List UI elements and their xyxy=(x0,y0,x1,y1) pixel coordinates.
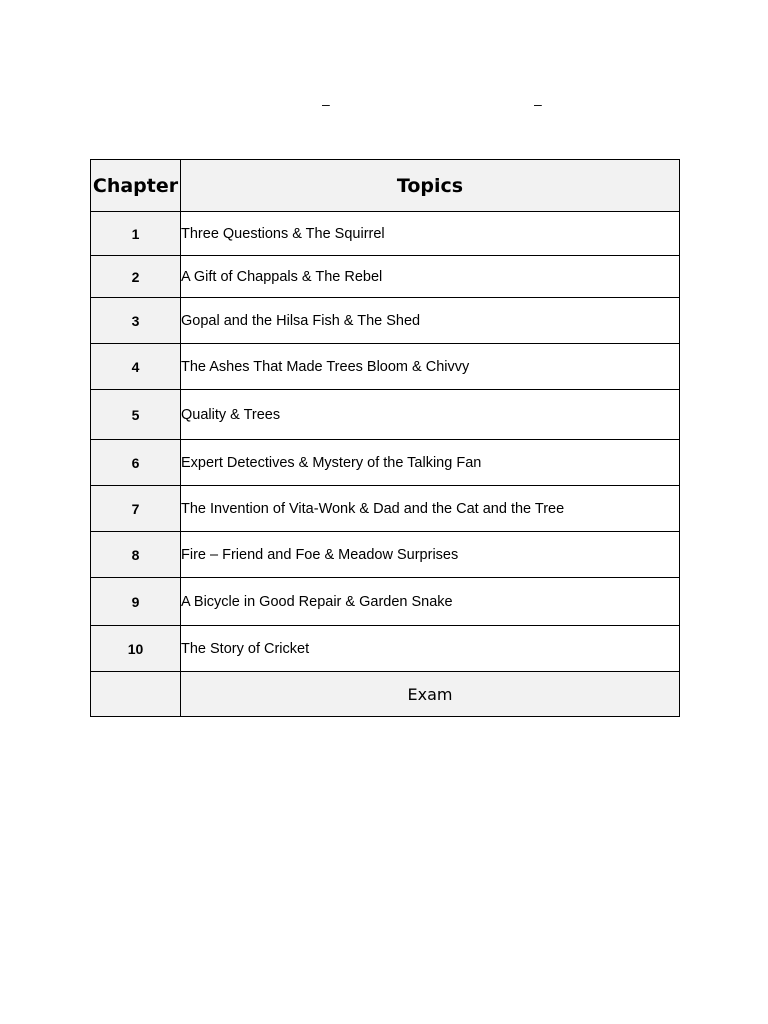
table-header-row xyxy=(91,160,680,212)
exam-label: Exam xyxy=(181,672,680,717)
chapter-number: 4 xyxy=(91,344,181,390)
header-dash-left: – xyxy=(322,96,330,112)
exam-blank-cell xyxy=(91,672,181,717)
table-row xyxy=(91,390,680,440)
chapter-number: 3 xyxy=(91,298,181,344)
chapter-topic: Expert Detectives & Mystery of the Talking Fan xyxy=(181,440,680,486)
table-row xyxy=(91,532,680,578)
chapter-column-header: Chapter xyxy=(91,160,181,212)
chapter-topic: Quality & Trees xyxy=(181,390,680,440)
topics-column-header: Topics xyxy=(181,160,680,212)
table-row xyxy=(91,256,680,298)
table-row xyxy=(91,578,680,626)
table-row xyxy=(91,486,680,532)
chapter-topic: The Invention of Vita-Wonk & Dad and the Cat and the Tree xyxy=(181,486,680,532)
chapter-number: 10 xyxy=(91,626,181,672)
table-row xyxy=(91,298,680,344)
chapter-topic: Fire – Friend and Foe & Meadow Surprises xyxy=(181,532,680,578)
header-dash-right: – xyxy=(534,96,542,112)
chapter-topic: The Story of Cricket xyxy=(181,626,680,672)
table-row xyxy=(91,212,680,256)
chapter-topic: A Bicycle in Good Repair & Garden Snake xyxy=(181,578,680,626)
chapter-topic: A Gift of Chappals & The Rebel xyxy=(181,256,680,298)
chapter-number: 7 xyxy=(91,486,181,532)
chapter-number: 2 xyxy=(91,256,181,298)
table-row xyxy=(91,344,680,390)
chapter-topic: Gopal and the Hilsa Fish & The Shed xyxy=(181,298,680,344)
exam-row xyxy=(91,672,680,717)
chapter-topic: Three Questions & The Squirrel xyxy=(181,212,680,256)
chapter-number: 9 xyxy=(91,578,181,626)
chapter-number: 8 xyxy=(91,532,181,578)
table-row xyxy=(91,440,680,486)
chapter-topic: The Ashes That Made Trees Bloom & Chivvy xyxy=(181,344,680,390)
chapter-number: 5 xyxy=(91,390,181,440)
table-row xyxy=(91,626,680,672)
chapter-number: 1 xyxy=(91,212,181,256)
syllabus-table xyxy=(90,159,680,717)
chapter-number: 6 xyxy=(91,440,181,486)
